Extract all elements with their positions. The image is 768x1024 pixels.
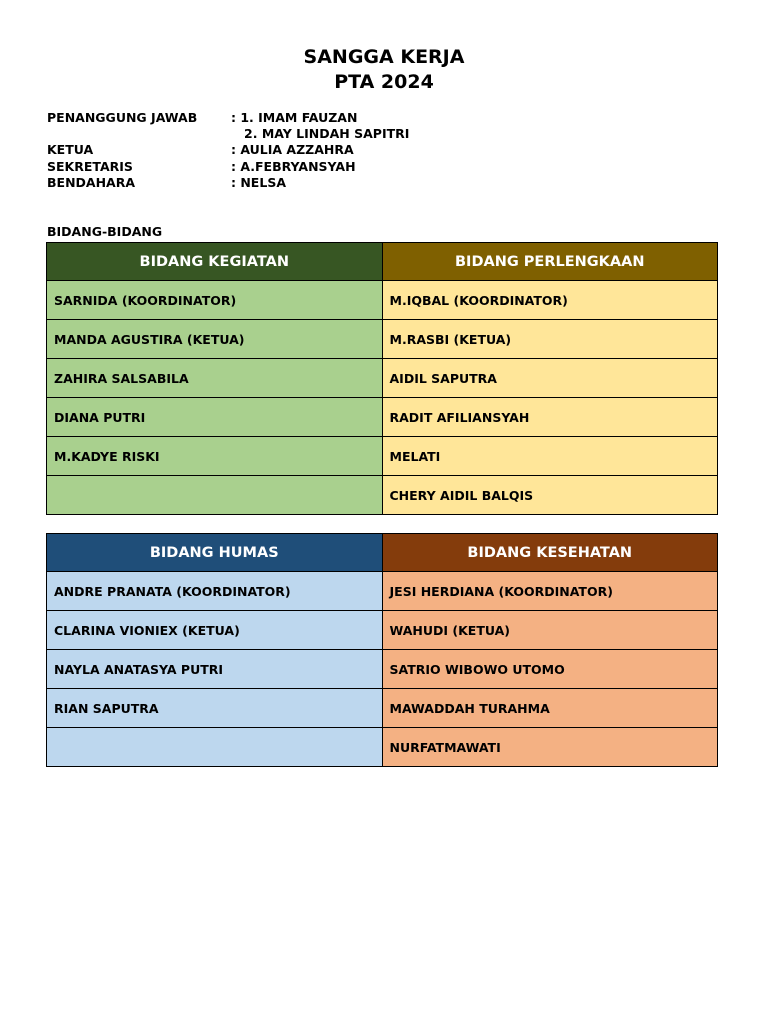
info-value: : A.FEBRYANSYAH <box>231 158 356 174</box>
table-cell: AIDIL SAPUTRA <box>382 359 718 398</box>
table-cell: MANDA AGUSTIRA (KETUA) <box>47 320 383 359</box>
table-row <box>47 650 718 689</box>
table-cell: SARNIDA (KOORDINATOR) <box>47 281 383 320</box>
table-cell: M.IQBAL (KOORDINATOR) <box>382 281 718 320</box>
info-value: : 1. IMAM FAUZAN <box>231 110 358 125</box>
table-cell: WAHUDI (KETUA) <box>382 611 718 650</box>
info-value: : NELSA <box>231 174 286 190</box>
info-label: BENDAHARA <box>47 174 136 190</box>
table-header-row <box>47 534 718 572</box>
header-bidang-kesehatan: BIDANG KESEHATAN <box>382 534 718 572</box>
table-cell: M.KADYE RISKI <box>47 437 383 476</box>
info-label: KETUA <box>47 142 94 158</box>
table-row <box>47 572 718 611</box>
table-row <box>47 359 718 398</box>
table-kegiatan-perlengkapan <box>46 242 718 515</box>
table-cell: JESI HERDIANA (KOORDINATOR) <box>382 572 718 611</box>
table-header-row <box>47 243 718 281</box>
table-row <box>47 320 718 359</box>
table-cell: ANDRE PRANATA (KOORDINATOR) <box>47 572 383 611</box>
table-cell: RIAN SAPUTRA <box>47 689 383 728</box>
table-row <box>47 728 718 767</box>
header-bidang-perlengkapan: BIDANG PERLENGKAAN <box>382 243 718 281</box>
header-bidang-kegiatan: BIDANG KEGIATAN <box>47 243 383 281</box>
table-cell <box>47 728 383 767</box>
officers-list <box>47 110 409 191</box>
document-subtitle: PTA 2024 <box>334 71 434 93</box>
section-label: BIDANG-BIDANG <box>47 224 163 239</box>
table-row <box>47 437 718 476</box>
info-value: : AULIA AZZAHRA <box>231 142 354 158</box>
table-cell: NURFATMAWATI <box>382 728 718 767</box>
info-label: PENANGGUNG JAWAB <box>47 110 198 125</box>
table-row <box>47 689 718 728</box>
table-cell: MELATI <box>382 437 718 476</box>
table-cell: NAYLA ANATASYA PUTRI <box>47 650 383 689</box>
table-row <box>47 476 718 515</box>
table-cell: MAWADDAH TURAHMA <box>382 689 718 728</box>
info-label: SEKRETARIS <box>47 158 133 174</box>
table-cell: DIANA PUTRI <box>47 398 383 437</box>
info-label <box>47 126 231 142</box>
info-row-penanggung-jawab-2 <box>47 126 409 142</box>
table-cell: ZAHIRA SALSABILA <box>47 359 383 398</box>
table-cell: M.RASBI (KETUA) <box>382 320 718 359</box>
info-row-penanggung-jawab <box>47 110 409 126</box>
info-row-sekretaris <box>47 159 409 175</box>
info-row-ketua <box>47 142 409 158</box>
table-humas-kesehatan <box>46 533 718 767</box>
header-bidang-humas: BIDANG HUMAS <box>47 534 383 572</box>
table-cell: RADIT AFILIANSYAH <box>382 398 718 437</box>
table-cell <box>47 476 383 515</box>
table-row <box>47 398 718 437</box>
table-row <box>47 611 718 650</box>
table-cell: CLARINA VIONIEX (KETUA) <box>47 611 383 650</box>
document-title: SANGGA KERJA <box>303 46 465 68</box>
table-row <box>47 281 718 320</box>
table-cell: SATRIO WIBOWO UTOMO <box>382 650 718 689</box>
info-value: 2. MAY LINDAH SAPITRI <box>231 126 410 142</box>
info-row-bendahara <box>47 175 409 191</box>
table-cell: CHERY AIDIL BALQIS <box>382 476 718 515</box>
